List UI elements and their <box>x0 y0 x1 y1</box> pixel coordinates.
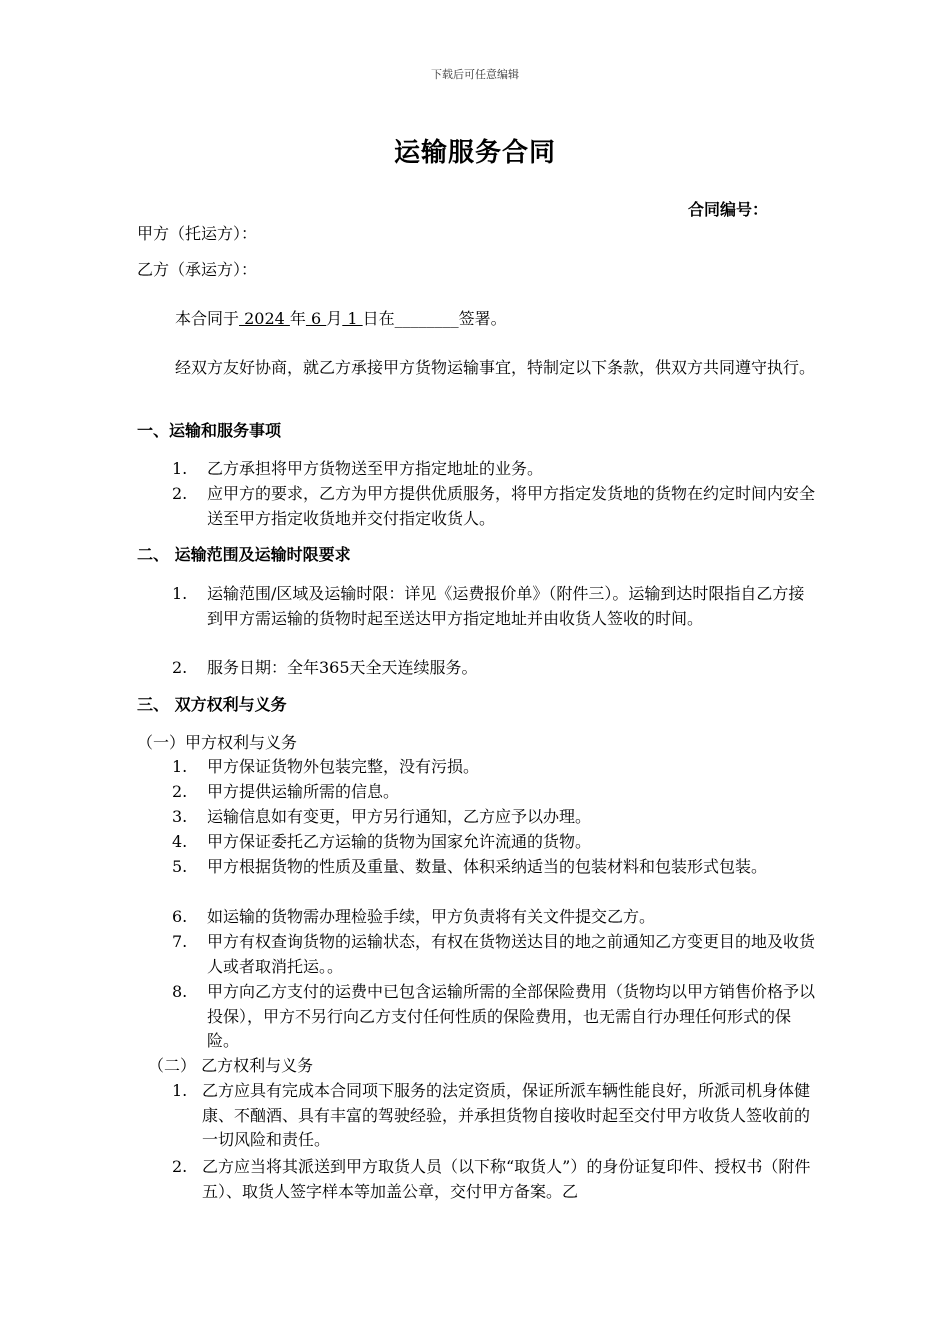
list-item-number: 2. <box>172 484 188 503</box>
list-item <box>172 905 815 930</box>
list-item-number: 2. <box>172 658 188 677</box>
list-item-text: 甲方有权查询货物的运输状态，有权在货物送达目的地之前通知乙方变更目的地及收货人或者取消托运。。 <box>207 932 816 976</box>
list-item-text: 甲方根据货物的性质及重量、数量、体积采纳适当的包装材料和包装形式包装。 <box>207 857 768 876</box>
list-item-text: 如运输的货物需办理检验手续，甲方负责将有关文件提交乙方。 <box>207 907 656 926</box>
list-item-text: 运输信息如有变更，甲方另行通知，乙方应予以办理。 <box>207 807 592 826</box>
signing-year: 2024 <box>239 309 290 328</box>
list-item <box>172 755 815 780</box>
list-item <box>172 805 815 830</box>
list-item-number: 1. <box>172 1081 188 1100</box>
subsection-a-heading: （一）甲方权利与义务 <box>137 733 298 752</box>
list-item-number: 8. <box>172 982 188 1001</box>
list-item-number: 1. <box>172 459 188 478</box>
signing-day-unit: 日在 <box>362 309 395 328</box>
list-item <box>172 780 815 805</box>
list-item <box>172 980 815 1054</box>
signing-statement <box>175 307 507 331</box>
list-item-text: 服务日期：全年365天全天连续服务。 <box>207 658 478 677</box>
list-item-number: 7. <box>172 932 188 951</box>
signing-year-unit: 年 <box>289 309 306 328</box>
list-item-text: 甲方保证货物外包装完整，没有污损。 <box>207 757 480 776</box>
list-item-number: 6. <box>172 907 188 926</box>
signing-month-unit: 月 <box>326 309 343 328</box>
list-item-number: 1. <box>172 584 188 603</box>
list-item <box>172 930 815 979</box>
signing-place-blank: ________ <box>394 309 459 328</box>
list-item <box>172 1155 815 1204</box>
list-item <box>172 855 815 880</box>
list-item-text: 应甲方的要求，乙方为甲方提供优质服务，将甲方指定发货地的货物在约定时间内安全送至甲方指定收货地并交付指定收货人。 <box>207 484 816 528</box>
list-item-number: 3. <box>172 807 188 826</box>
list-item-text: 甲方保证委托乙方运输的货物为国家允许流通的货物。 <box>207 832 592 851</box>
contract-number-label: 合同编号： <box>688 200 769 219</box>
list-item-number: 2. <box>172 1157 188 1176</box>
list-item-number: 2. <box>172 782 188 801</box>
list-item-number: 5. <box>172 857 188 876</box>
party-a-label: 甲方（托运方）： <box>137 224 258 243</box>
signing-day: 1 <box>342 309 363 328</box>
list-item <box>172 656 815 681</box>
list-item-text: 甲方提供运输所需的信息。 <box>207 782 400 801</box>
list-item <box>172 582 815 631</box>
list-item-number: 1. <box>172 757 188 776</box>
list-item-text: 乙方应当将其派送到甲方取货人员（以下称“取货人”）的身份证复印件、授权书（附件五）、取货人签字样本等加盖公章，交付甲方备案。乙 <box>202 1157 811 1201</box>
signing-prefix: 本合同于 <box>175 309 240 328</box>
intro-paragraph: 经双方友好协商，就乙方承接甲方货物运输事宜，特制定以下条款，供双方共同遵守执行。 <box>175 358 816 377</box>
section-1-heading: 一、运输和服务事项 <box>137 421 282 440</box>
list-item-text: 甲方向乙方支付的运费中已包含运输所需的全部保险费用（货物均以甲方销售价格予以投保），甲方不另行向乙方支付任何性质的保险费用，也无需自行办理任何形式的保险。 <box>207 982 816 1050</box>
signing-suffix: 签署。 <box>458 309 507 328</box>
subsection-b-heading: （二） 乙方权利与义务 <box>148 1056 314 1075</box>
list-item <box>172 1079 815 1153</box>
party-b-label: 乙方（承运方）： <box>137 260 258 279</box>
list-item-number: 4. <box>172 832 188 851</box>
list-item-text: 运输范围/区域及运输时限：详见《运费报价单》（附件三）。运输到达时限指自乙方接到甲方需运输的货物时起至送达甲方指定地址并由收货人签收的时间。 <box>207 584 805 628</box>
list-item <box>172 830 815 855</box>
page-header-note: 下载后可任意编辑 <box>431 68 519 81</box>
list-item-text: 乙方承担将甲方货物送至甲方指定地址的业务。 <box>207 459 544 478</box>
section-3-heading: 三、 双方权利与义务 <box>137 695 287 714</box>
list-item <box>172 457 815 482</box>
list-item <box>172 482 815 531</box>
signing-month: 6 <box>305 309 327 328</box>
list-item-text: 乙方应具有完成本合同项下服务的法定资质，保证所派车辆性能良好，所派司机身体健康、不酗酒、具有丰富的驾驶经验，并承担货物自接收时起至交付甲方收货人签收前的一切风险和责任。 <box>202 1081 811 1149</box>
section-2-heading: 二、 运输范围及运输时限要求 <box>137 545 351 564</box>
document-title: 运输服务合同 <box>393 138 556 168</box>
